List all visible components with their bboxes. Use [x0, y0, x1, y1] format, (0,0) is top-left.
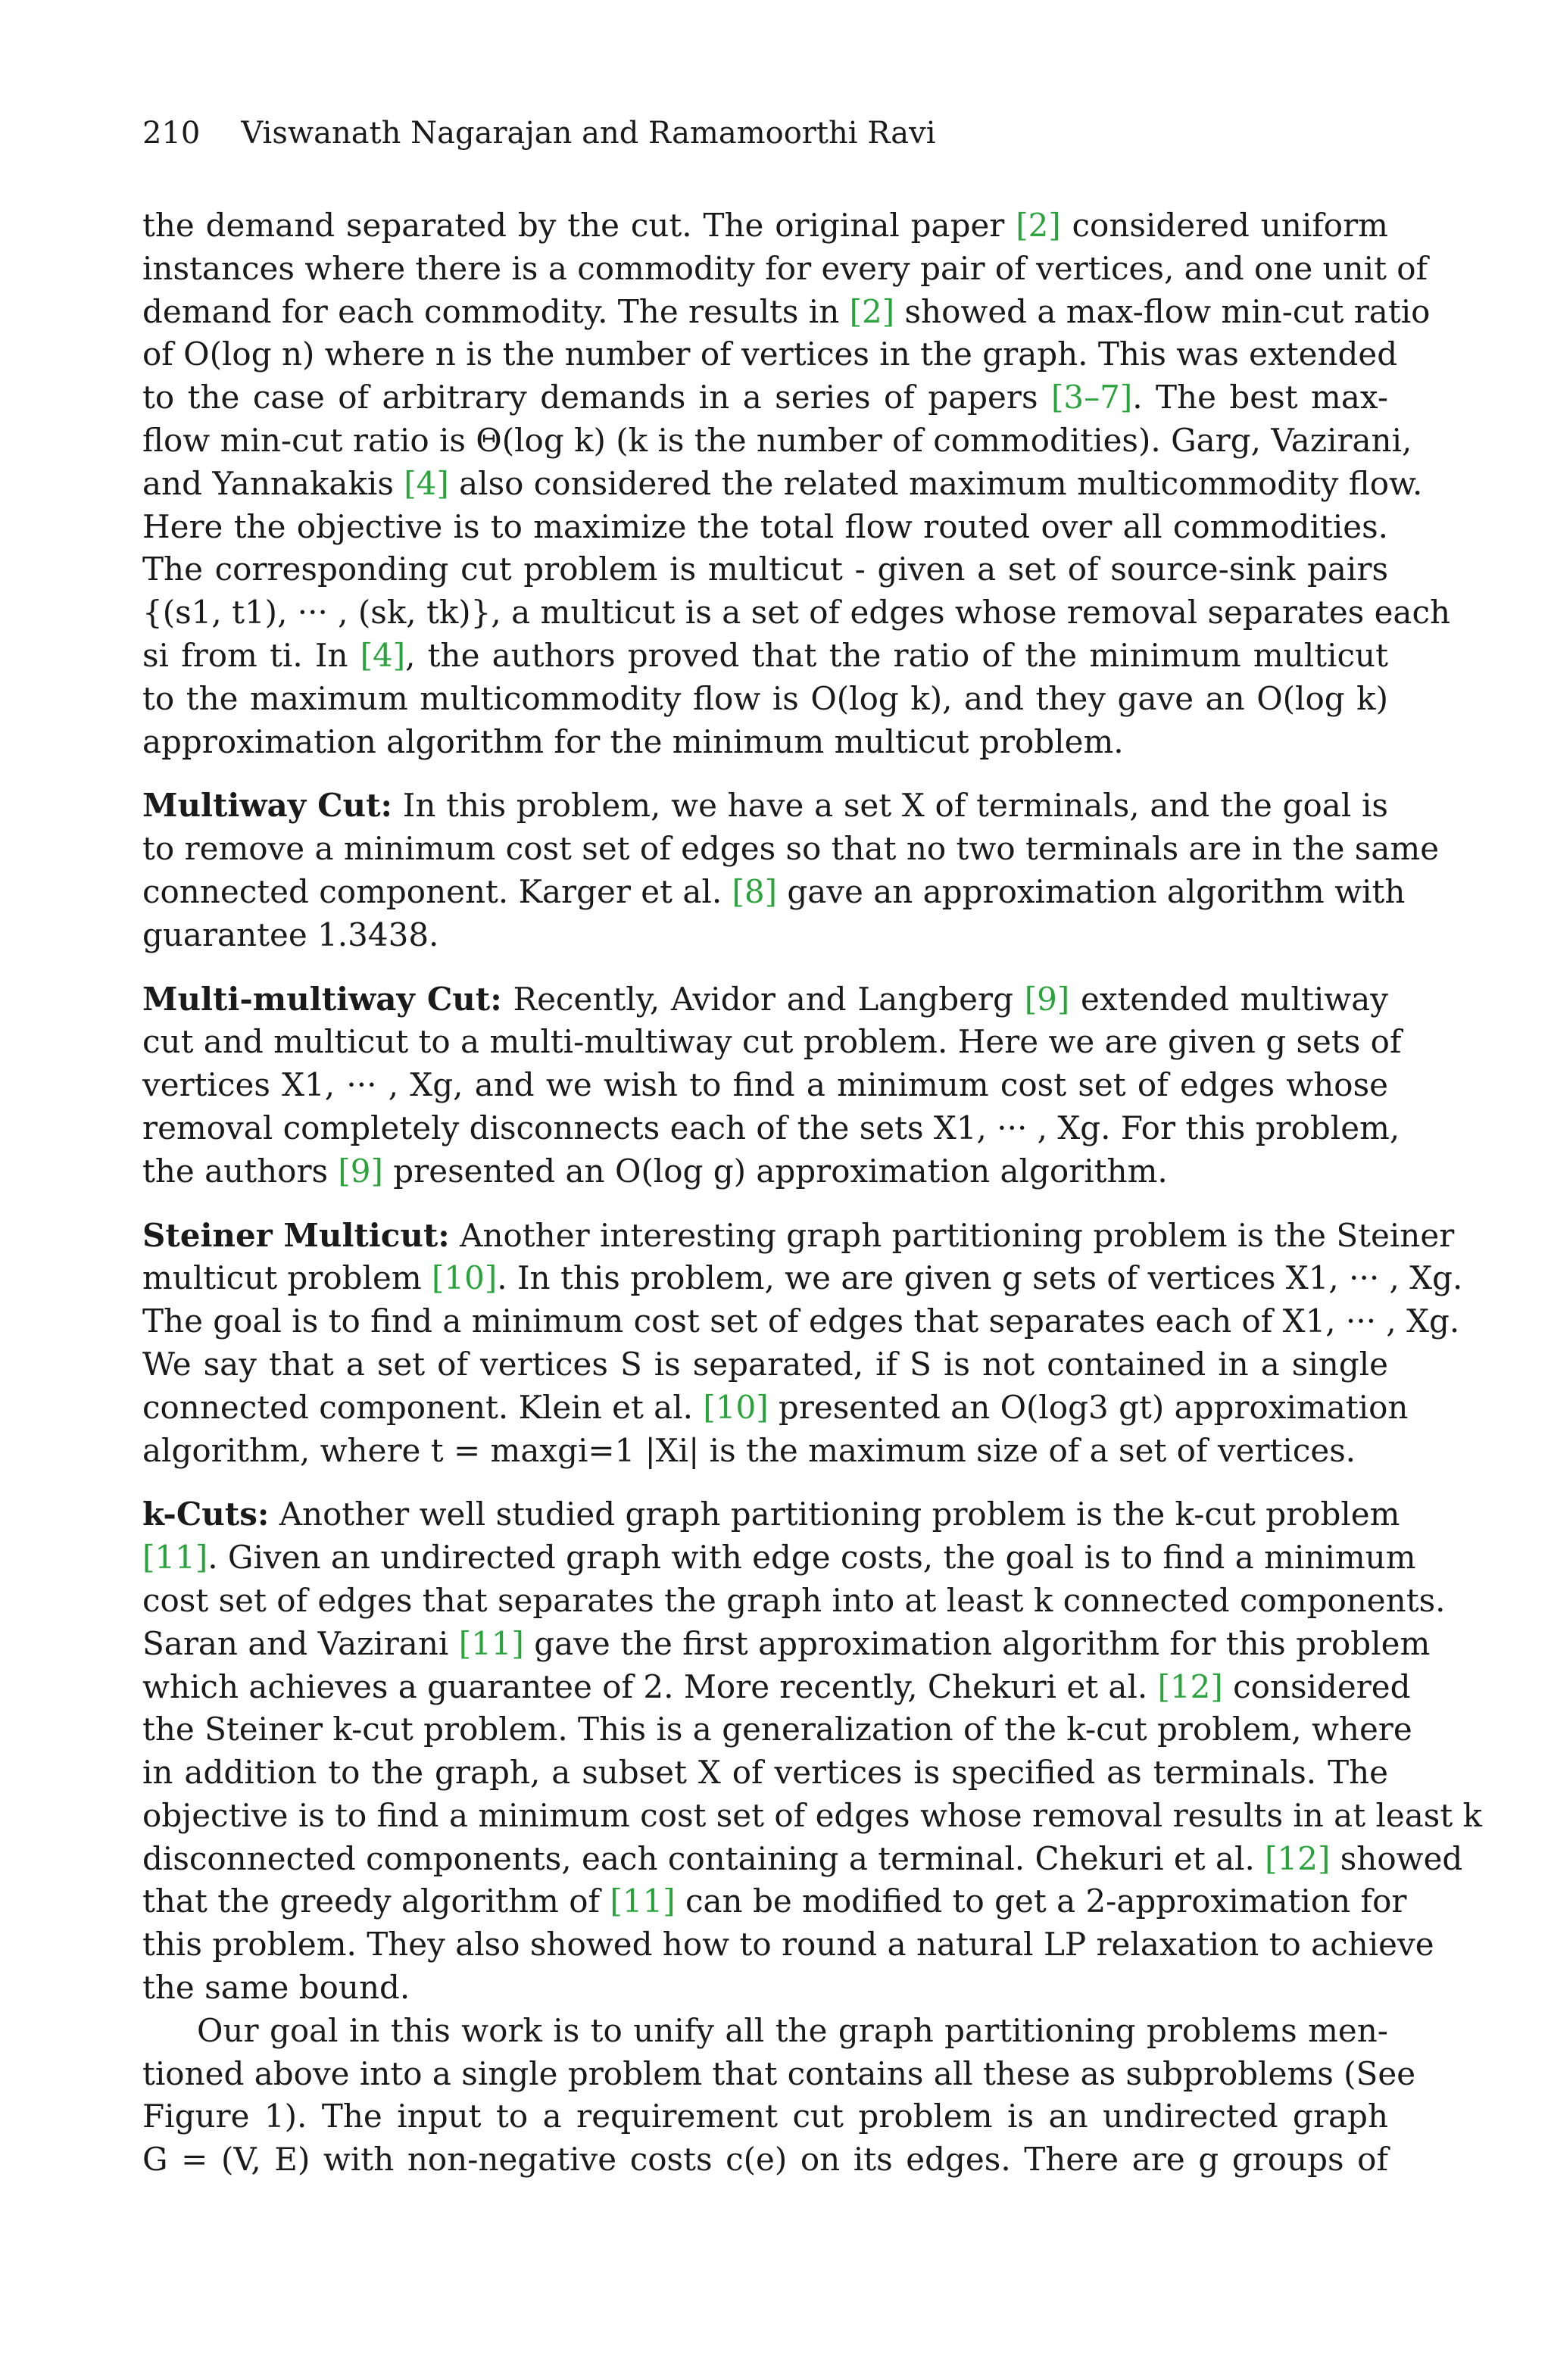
text-line: to the case of arbitrary demands in a series of papers [3–7]. The best max-: [142, 379, 1389, 416]
citation-link[interactable]: [10]: [432, 1259, 498, 1297]
text-line: Our goal in this work is to unify all the graph partitioning problems men-: [197, 2011, 1388, 2049]
text-line: [11]. Given an undirected graph with edge costs, the goal is to find a minimum: [142, 1539, 1416, 1577]
citation-link[interactable]: [12]: [1265, 1839, 1331, 1877]
paragraph-heading: Multi-multiway Cut:: [142, 980, 502, 1018]
text-line: We say that a set of vertices S is separated, if S is not contained in a single: [142, 1345, 1388, 1383]
citation-link[interactable]: [3–7]: [1051, 379, 1133, 416]
text-line: Multiway Cut: In this problem, we have a set X of terminals, and the goal is: [142, 787, 1388, 825]
citation-link[interactable]: [8]: [732, 872, 778, 910]
text-line: which achieves a guarantee of 2. More recently, Chekuri et al. [12] considered: [142, 1667, 1411, 1705]
text-line: k-Cuts: Another well studied graph partitioning problem is the k-cut problem: [142, 1496, 1400, 1533]
text-line: the Steiner k-cut problem. This is a generalization of the k-cut problem, where: [142, 1711, 1412, 1748]
text-line: si from ti. In [4], the authors proved that the ratio of the minimum multicut: [142, 636, 1388, 674]
text-line: this problem. They also showed how to round a natural LP relaxation to achieve: [142, 1926, 1434, 1964]
text-line: the demand separated by the cut. The original paper [2] considered uniform: [142, 207, 1388, 244]
text-line: cut and multicut to a multi-multiway cut problem. Here we are given g sets of: [142, 1023, 1402, 1061]
text-line: Here the objective is to maximize the total flow routed over all commodities.: [142, 507, 1388, 545]
paragraph-heading: Steiner Multicut:: [142, 1216, 450, 1254]
text-line: that the greedy algorithm of [11] can be modified to get a 2-approximation for: [142, 1882, 1407, 1920]
text-line: flow min-cut ratio is Θ(log k) (k is the number of commodities). Garg, Vazirani,: [142, 421, 1412, 459]
text-line: instances where there is a commodity for every pair of vertices, and one unit of: [142, 249, 1428, 287]
page-number: 210: [142, 116, 201, 151]
citation-link[interactable]: [11]: [142, 1539, 208, 1577]
paragraph-heading: Multiway Cut:: [142, 787, 392, 825]
text-line: cost set of edges that separates the graph into at least k connected components.: [142, 1581, 1446, 1619]
text-line: approximation algorithm for the minimum multicut problem.: [142, 722, 1124, 760]
citation-link[interactable]: [4]: [404, 464, 449, 502]
text-line: demand for each commodity. The results in [2] showed a max-flow min-cut ratio: [142, 292, 1431, 330]
text-line: Saran and Vazirani [11] gave the first approximation algorithm for this problem: [142, 1624, 1431, 1662]
body-text: [142, 204, 1483, 2182]
text-line: disconnected components, each containing a terminal. Chekuri et al. [12] showed: [142, 1839, 1463, 1877]
text-line: The goal is to find a minimum cost set of edges that separates each of X1, ··· , Xg.: [142, 1302, 1460, 1340]
text-line: tioned above into a single problem that contains all these as subproblems (See: [142, 2054, 1416, 2092]
text-line: to remove a minimum cost set of edges so that no two terminals are in the same: [142, 830, 1440, 868]
paragraph-heading: k-Cuts:: [142, 1496, 270, 1533]
citation-link[interactable]: [4]: [360, 636, 406, 674]
text-line: Steiner Multicut: Another interesting graph partitioning problem is the Steiner: [142, 1216, 1455, 1254]
text-line: the authors [9] presented an O(log g) approximation algorithm.: [142, 1152, 1168, 1190]
text-line: to the maximum multicommodity flow is O(log k), and they gave an O(log k): [142, 679, 1388, 717]
text-line: vertices X1, ··· , Xg, and we wish to find a minimum cost set of edges whose: [142, 1066, 1388, 1104]
text-line: multicut problem [10]. In this problem, we are given g sets of vertices X1, ··· , Xg.: [142, 1259, 1463, 1297]
text-line: in addition to the graph, a subset X of vertices is specified as terminals. The: [142, 1754, 1388, 1792]
citation-link[interactable]: [2]: [1016, 207, 1061, 244]
text-line: Figure 1). The input to a requirement cut problem is an undirected graph: [142, 2098, 1388, 2135]
citation-link[interactable]: [12]: [1157, 1667, 1223, 1705]
citation-link[interactable]: [9]: [338, 1152, 383, 1190]
text-line: objective is to find a minimum cost set of edges whose removal results in at least k: [142, 1796, 1483, 1834]
text-line: the same bound.: [142, 1969, 410, 2007]
text-line: connected component. Karger et al. [8] gave an approximation algorithm with: [142, 872, 1406, 910]
running-header: [142, 114, 936, 153]
text-line: removal completely disconnects each of the sets X1, ··· , Xg. For this problem,: [142, 1109, 1400, 1146]
text-line: and Yannakakis [4] also considered the related maximum multicommodity flow.: [142, 464, 1423, 502]
text-line: guarantee 1.3438.: [142, 916, 439, 953]
text-line: algorithm, where t = maxgi=1 |Xi| is the maximum size of a set of vertices.: [142, 1431, 1356, 1469]
citation-link[interactable]: [10]: [703, 1388, 769, 1426]
text-line: {(s1, t1), ··· , (sk, tk)}, a multicut is a set of edges whose removal separates each: [142, 594, 1451, 632]
text-line: Multi-multiway Cut: Recently, Avidor and Langberg [9] extended multiway: [142, 980, 1388, 1018]
citation-link[interactable]: [11]: [610, 1882, 676, 1920]
citation-link[interactable]: [9]: [1024, 980, 1070, 1018]
text-line: The corresponding cut problem is multicut - given a set of source-sink pairs: [142, 551, 1388, 588]
citation-link[interactable]: [2]: [849, 292, 895, 330]
author-names: Viswanath Nagarajan and Ramamoorthi Ravi: [241, 116, 936, 151]
text-line: G = (V, E) with non-negative costs c(e) on its edges. There are g groups of: [142, 2141, 1388, 2179]
text-line: connected component. Klein et al. [10] presented an O(log3 gt) approximation: [142, 1388, 1409, 1426]
text-line: of O(log n) where n is the number of vertices in the graph. This was extended: [142, 335, 1398, 373]
citation-link[interactable]: [11]: [458, 1624, 524, 1662]
